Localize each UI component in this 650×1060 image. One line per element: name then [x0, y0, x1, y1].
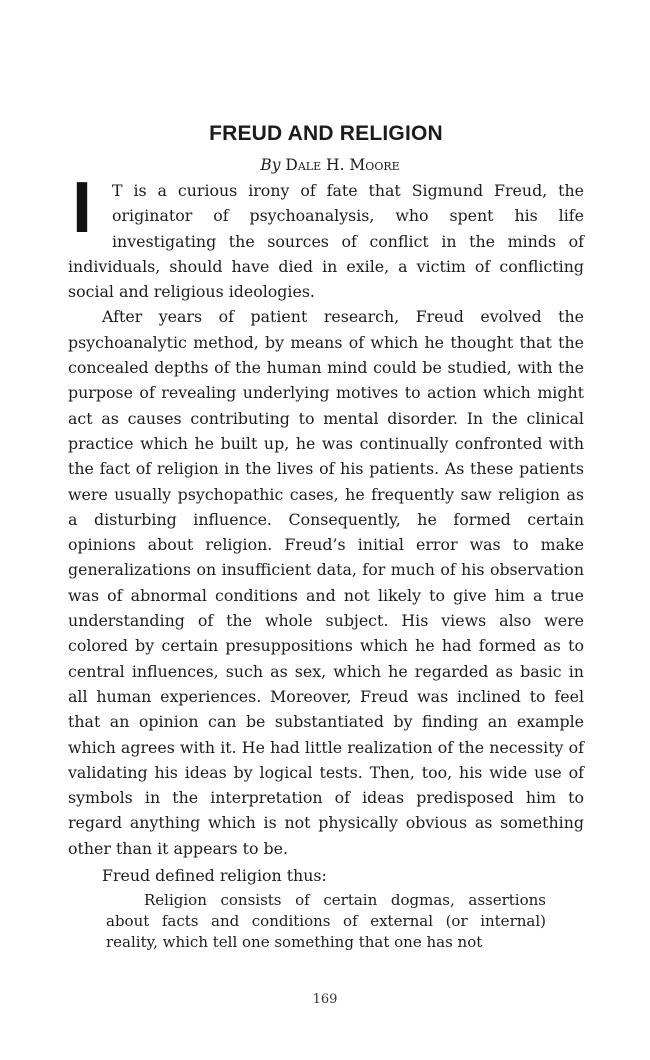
- article-title: FREUD AND RELIGION: [209, 122, 443, 145]
- paragraph-2: After years of patient research, Freud evolved the psychoanalytic method, by means of which he thought that the concealed depths of the human mind could be studied, with the purpose of revealing underlying motives to action which might act as causes contributing to mental disorder. In the clinical practice which he built up, he was continually confronted with the fact of religion in the lives of his patients. As these patients were usually psychopathic cases, he frequently saw religion as a disturbing influence. Consequently, he formed certain opinions about religion. Freud’s initial error was to make generalizations on insufficient data, for much of his observation was of abnormal conditions and not likely to give him a true understanding of the whole subject. His views also were colored by certain presuppositions which he had formed as to central influences, such as sex, which he regarded as basic in all human experiences. Moreover, Freud was inclined to feel that an opinion can be substantiated by finding an example which agrees with it. He had little realization of the necessity of validating his ideas by logical tests. Then, too, his wide use of symbols in the interpretation of ideas predisposed him to regard anything which is not physically obvious as something other than it appears to be.: [68, 307, 584, 858]
- paragraph-1: [68, 168, 584, 304]
- page-number: 169: [312, 992, 338, 1007]
- article: [68, 122, 584, 953]
- byline-prefix: By: [260, 156, 281, 174]
- quote-intro: Freud defined religion thus:: [102, 866, 327, 886]
- paragraph-1-text: T is a curious irony of fate that Sigmund Freud, the originator of psychoanalysis, who spent his life investigating the sources of conflict in the minds of individuals, should have died in exile, a victim of conflicting social and religious ideologies.: [68, 181, 584, 302]
- byline: [68, 156, 584, 174]
- author-name: Dale H. Moore: [285, 156, 400, 174]
- block-quote: Religion consists of certain dogmas, assertions about facts and conditions of external (or internal) reality, which tell one something that one has not: [106, 891, 546, 952]
- drop-cap: I: [72, 168, 93, 248]
